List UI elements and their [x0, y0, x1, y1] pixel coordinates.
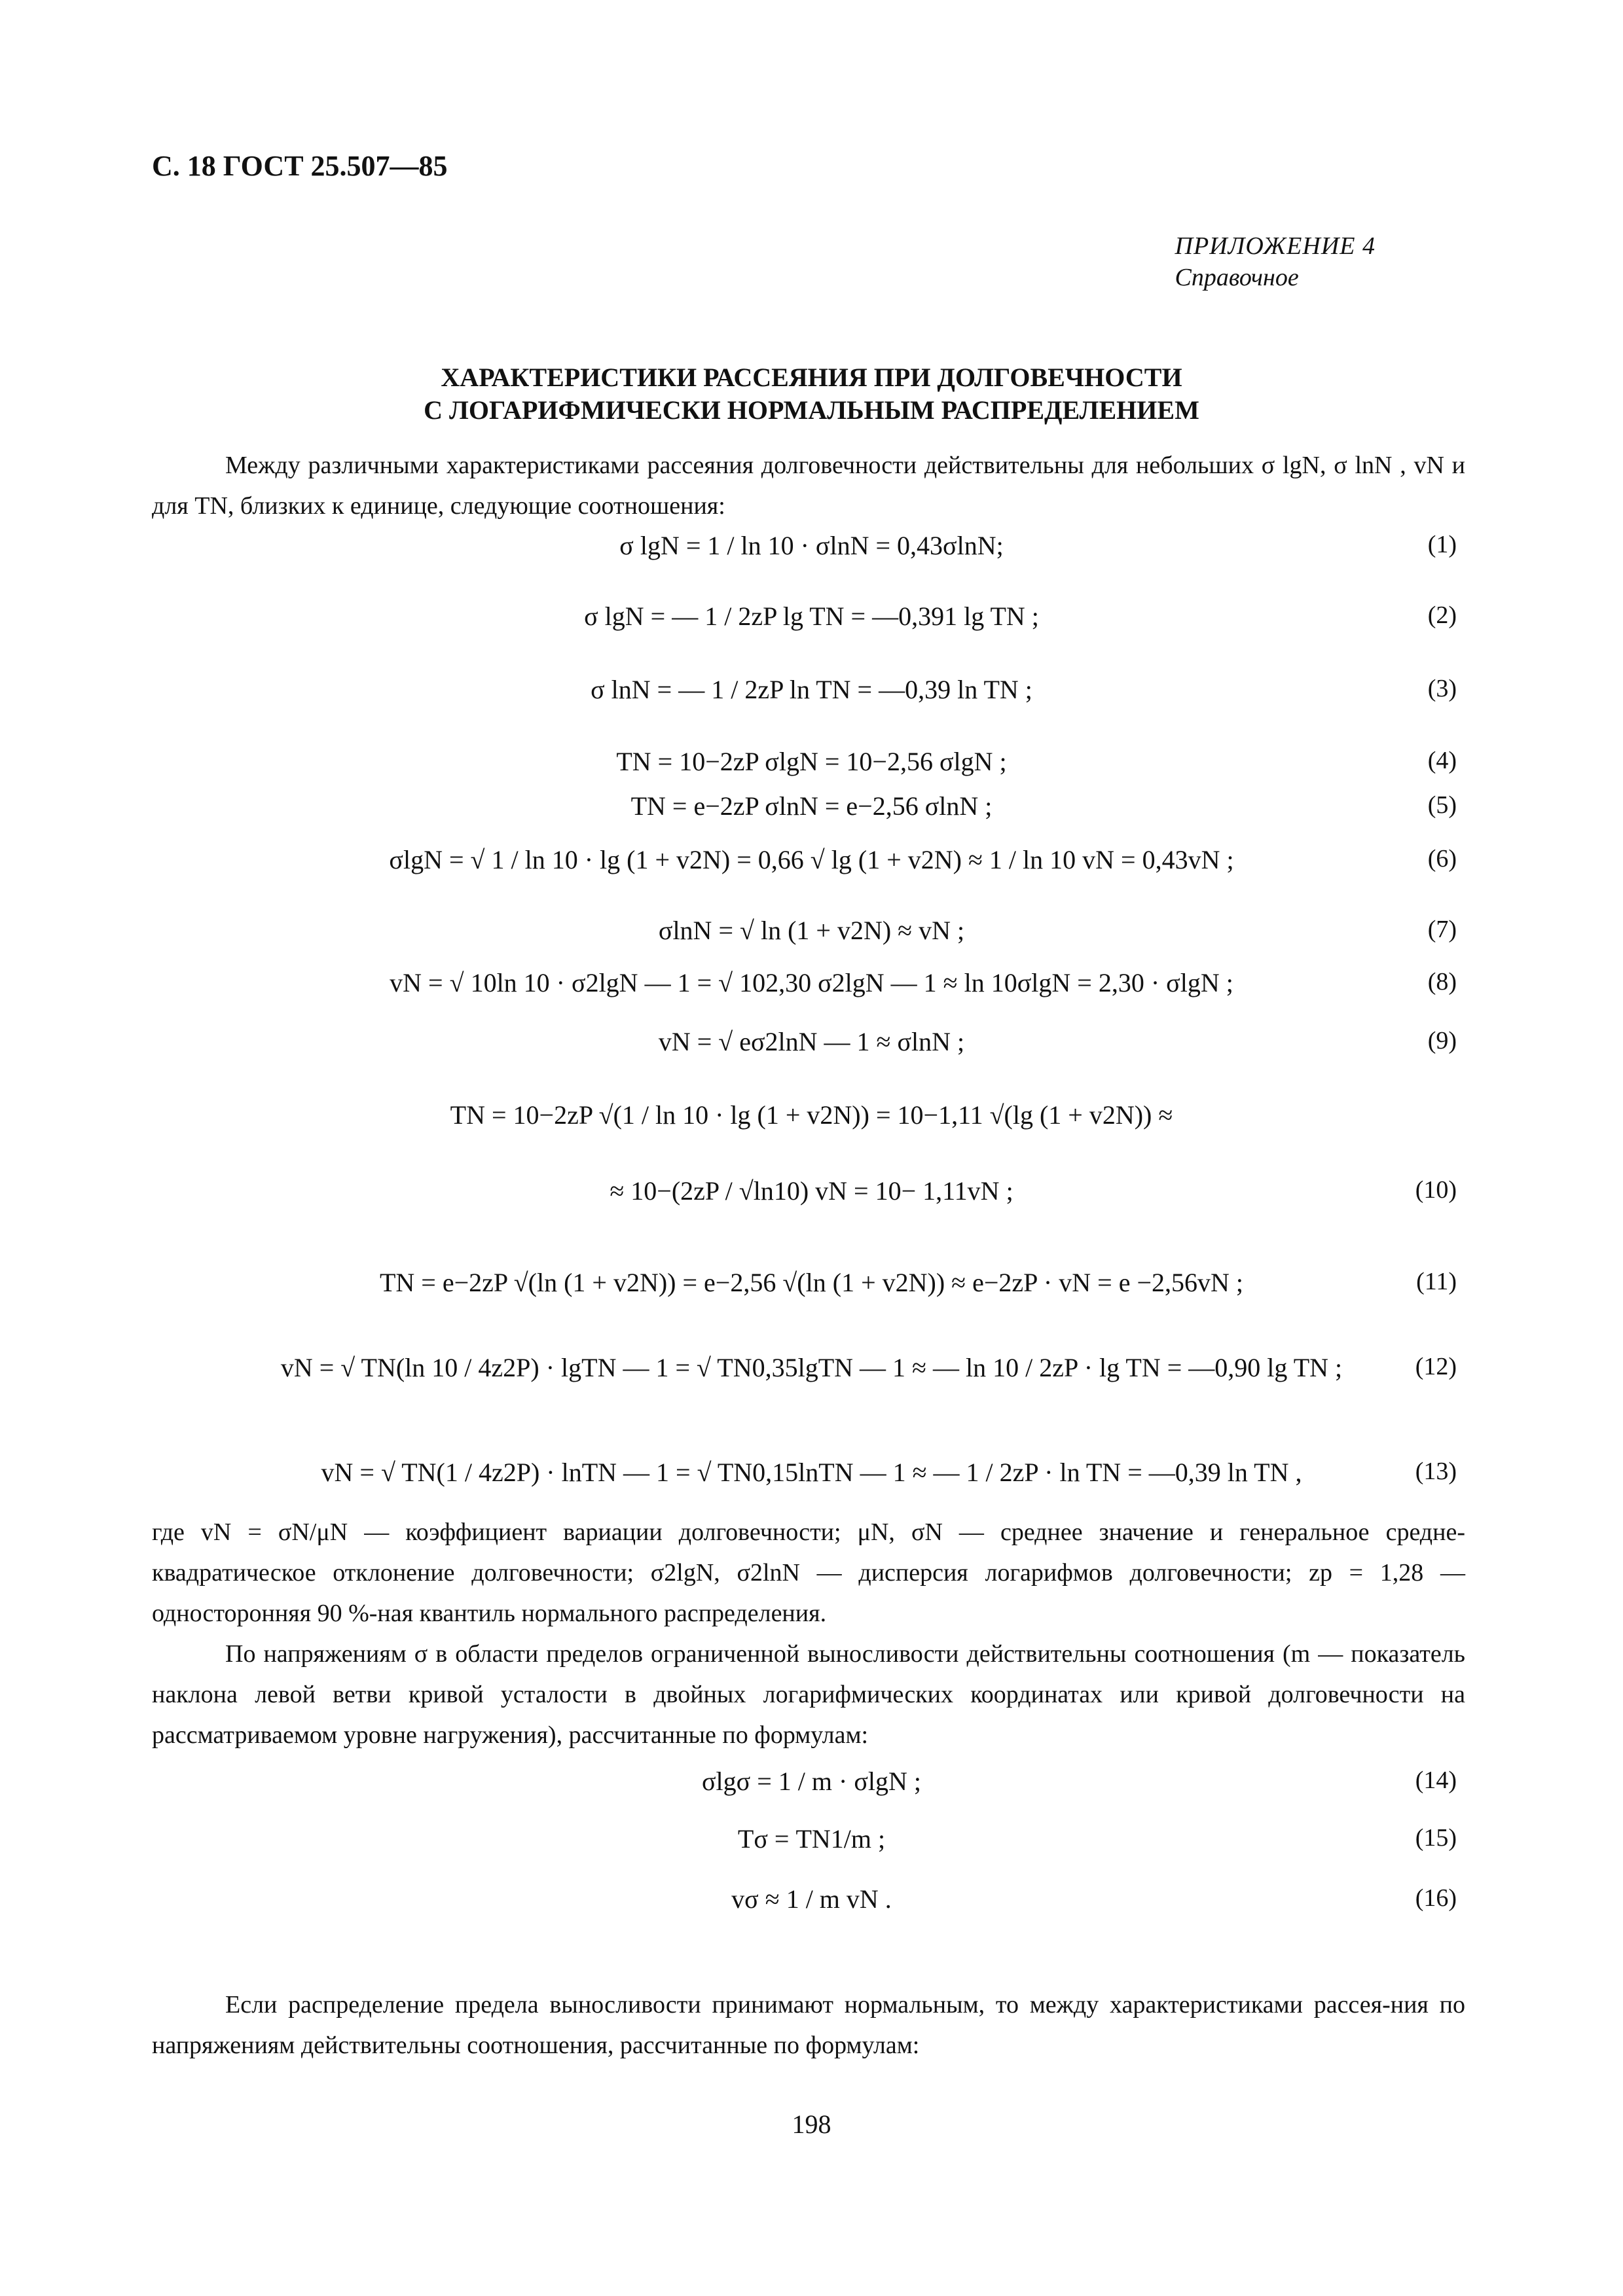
equation-body: TN = 10−2zP √(1 / ln 10 · lg (1 + v2N)) = 10−1,11 √(lg (1 + v2N)) ≈ — [450, 1100, 1173, 1130]
intro-text: Между различными характеристиками рассеяния долговечности действительны для небольших σ lgN, σ lnN , vN и для TN, близких к единице, следующие соотношения: — [152, 452, 1465, 520]
equation-number: (5) — [1427, 791, 1457, 819]
equation-body: σlgσ = 1 / m · σlgN ; — [701, 1767, 922, 1796]
appendix-number: ПРИЛОЖЕНИЕ 4 — [1175, 232, 1376, 260]
section-title — [0, 361, 1623, 427]
equation-number: (1) — [1427, 531, 1457, 558]
normal-distribution-text: Если распределение предела выносливости принимают нормальным, то между характеристиками рассея-ния по напряжениям действительны соотношения, рассчитанные по формулам: — [152, 1991, 1465, 2059]
equation-body: σ lgN = 1 / ln 10 · σlnN = 0,43σlnN; — [619, 531, 1004, 560]
intro-paragraph — [152, 445, 1465, 526]
equation-body: σlnN = √ ln (1 + v2N) ≈ vN ; — [658, 916, 965, 945]
where-paragraph — [152, 1512, 1465, 1634]
appendix-label — [1175, 230, 1376, 293]
equation-body: vN = √ 10ln 10 · σ2lgN — 1 = √ 102,30 σ2lgN — 1 ≈ ln 10σlgN = 2,30 · σlgN ; — [390, 968, 1233, 997]
equation-number: (7) — [1427, 916, 1457, 943]
equation-body: σlgN = √ 1 / ln 10 · lg (1 + v2N) = 0,66 √ lg (1 + v2N) ≈ 1 / ln 10 vN = 0,43vN ; — [389, 845, 1234, 874]
document-header: С. 18 ГОСТ 25.507—85 — [152, 150, 448, 182]
equation-number: (16) — [1415, 1884, 1457, 1912]
page-number: 198 — [792, 2109, 831, 2139]
equation-number: (2) — [1427, 601, 1457, 629]
equation-number: (11) — [1416, 1268, 1457, 1295]
appendix-type: Справочное — [1175, 264, 1299, 291]
title-line-2: С ЛОГАРИФМИЧЕСКИ НОРМАЛЬНЫМ РАСПРЕДЕЛЕНИЕМ — [424, 395, 1199, 425]
equation-body: vN = √ TN(ln 10 / 4z2P) · lgTN — 1 = √ TN0,35lgTN — 1 ≈ — ln 10 / 2zP · lg TN = —0,90 lg TN ; — [280, 1353, 1343, 1382]
equation-body: TN = 10−2zP σlgN = 10−2,56 σlgN ; — [616, 747, 1007, 776]
equation-body: σ lnN = — 1 / 2zP ln TN = —0,39 ln TN ; — [591, 675, 1032, 704]
equation-number: (9) — [1427, 1027, 1457, 1054]
equation-number: (14) — [1415, 1767, 1457, 1794]
equation-number: (12) — [1415, 1353, 1457, 1380]
normal-distribution-paragraph — [152, 1984, 1465, 2066]
equation-body: vN = √ eσ2lnN — 1 ≈ σlnN ; — [658, 1027, 965, 1056]
equation-number: (15) — [1415, 1824, 1457, 1852]
equation-body: TN = e−2zP √(ln (1 + v2N)) = e−2,56 √(ln (1 + v2N)) ≈ e−2zP · vN = e −2,56vN ; — [379, 1268, 1244, 1297]
equation-body: σ lgN = — 1 / 2zP lg TN = —0,391 lg TN ; — [584, 601, 1039, 631]
equation-body: ≈ 10−(2zP / √ln10) vN = 10− 1,11vN ; — [610, 1176, 1013, 1206]
equation-number: (6) — [1427, 845, 1457, 872]
equation-body: TN = e−2zP σlnN = e−2,56 σlnN ; — [630, 791, 993, 821]
equation-body: vσ ≈ 1 / m vN . — [731, 1884, 892, 1914]
equation-body: Tσ = TN1/m ; — [737, 1824, 886, 1854]
equation-number: (4) — [1427, 747, 1457, 774]
equation-number: (10) — [1415, 1176, 1457, 1204]
equation-number: (3) — [1427, 675, 1457, 702]
stress-paragraph — [152, 1634, 1465, 1755]
equation-number: (8) — [1427, 968, 1457, 996]
where-text: где vN = σN/μN — коэффициент вариации долговечности; μN, σN — среднее значение и генеральное средне-квадратическое отклонение долговечности; σ2lgN, σ2lnN — дисперсия логарифмов долговечности; zp = 1,28 — односторонняя 90 %-ная квантиль нормального распределения. — [152, 1518, 1465, 1627]
stress-text: По напряжениям σ в области пределов ограниченной выносливости действительны соотношения (m — показатель наклона левой ветви кривой усталости в двойных логарифмических координатах или кривой долговечности на рассматриваемом уровне нагружения), рассчитанные по формулам: — [152, 1640, 1465, 1749]
equation-number: (13) — [1415, 1458, 1457, 1485]
title-line-1: ХАРАКТЕРИСТИКИ РАССЕЯНИЯ ПРИ ДОЛГОВЕЧНОСТИ — [441, 363, 1182, 392]
equation-body: vN = √ TN(1 / 4z2P) · lnTN — 1 = √ TN0,15lnTN — 1 ≈ — 1 / 2zP · ln TN = —0,39 ln TN , — [321, 1458, 1302, 1487]
